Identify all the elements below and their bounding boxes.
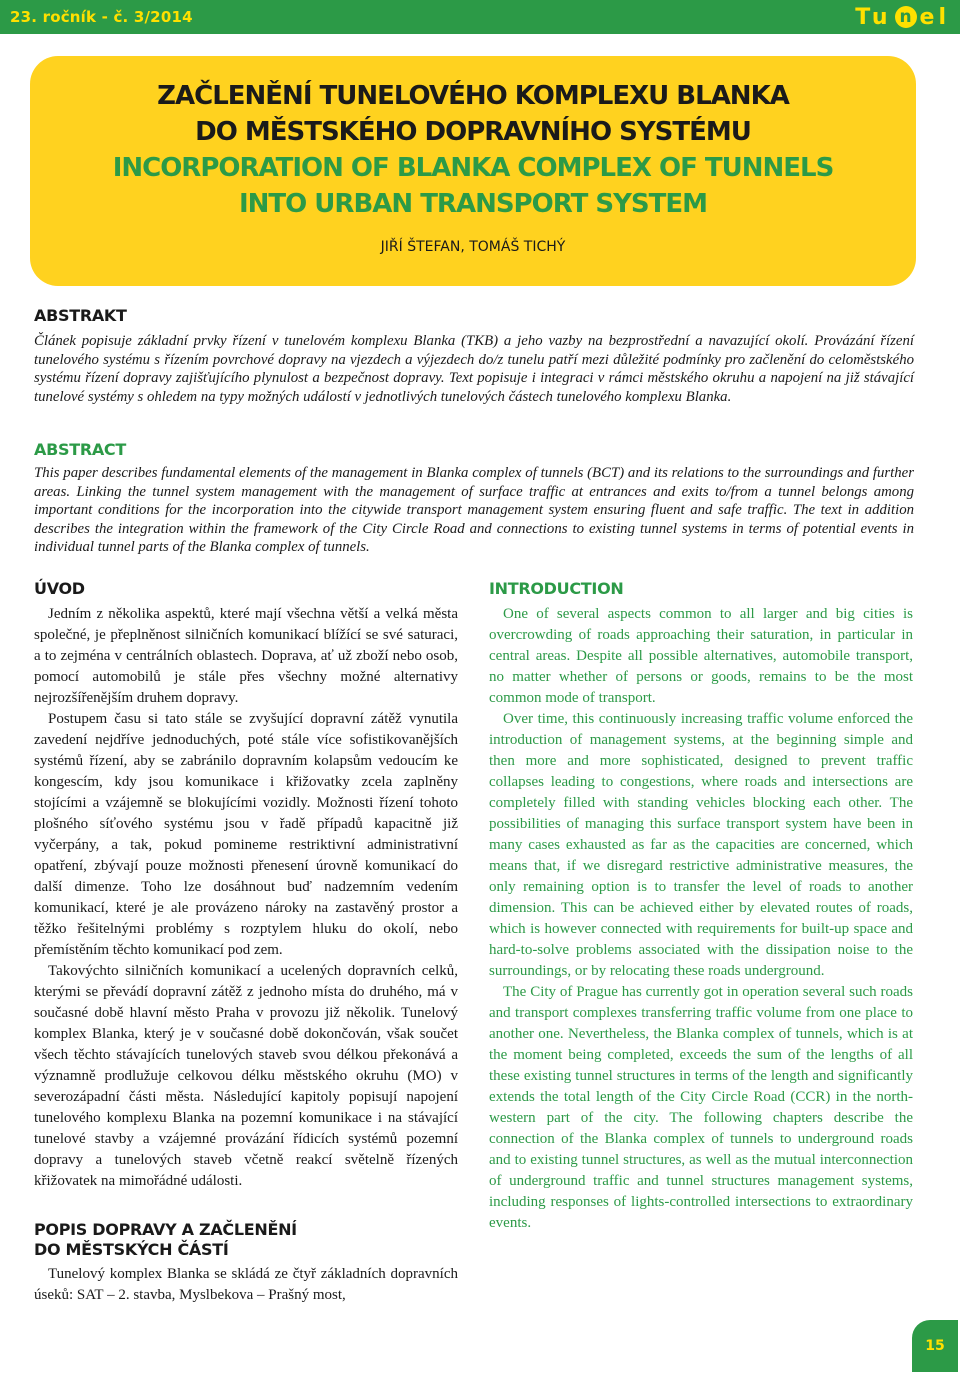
header-bar [0, 0, 960, 34]
popis-paragraph-1: Tunelový komplex Blanka se skládá ze čtyř základních dopravních úseků: SAT – 2. stavba, Myslbekova – Prašný most, [34, 1266, 458, 1303]
title-box [30, 56, 916, 286]
popis-heading-line-2: DO MĚSTSKÝCH ČÁSTÍ [34, 1240, 229, 1259]
abstrakt-text: Článek popisuje základní prvky řízení v tunelovém komplexu Blanka (TKB) a jeho vazby na bezprostřední a navazující okolí. Provázání řízení tunelového systému s řízením povrchové dopravy na vjezdech a výjezdech do/z tunelu patří mezi důležité podmínky pro začlenění do celoměstského systému řízení dopravy zajišťujícího plynulost a bezpečnost dopravy. Text popisuje i integraci v rámci městského okruhu a napojení na již stávající tunelové systémy s ohledem na typy možných událostí v jednotlivých tunelových částech tunelového komplexu Blanka. [34, 333, 914, 405]
popis-heading [34, 1220, 297, 1260]
title-cz-line-1: ZAČLENĚNÍ TUNELOVÉHO KOMPLEXU BLANKA [157, 81, 789, 111]
title-czech [30, 78, 916, 150]
title-en-line-2: INTO URBAN TRANSPORT SYSTEM [238, 189, 707, 219]
abstrakt-heading: ABSTRAKT [34, 306, 127, 325]
page-number: 15 [912, 1320, 958, 1372]
uvod-paragraph-1: Jedním z několika aspektů, které mají všechna větší a velká města společné, je přeplněnost silničních komunikací blížící se své saturaci, a to zejména v centrálních oblastech. Doprava, ať už zboží nebo osob, pomocí automobilů je stále přes všechny možné alternativy nejrozšířenějším druhem dopravy. [34, 606, 458, 706]
uvod-paragraph-3: Takovýchto silničních komunikací a ucelených dopravních celků, kterými se převádí dopravní zátěž z jednoho místa do druhého, má v současné době hlavní město Praha v provozu již několik. Tunelový komplex Blanka, který je v současné době dokončován, však součet všech těchto stávajících tunelových staveb svou délkou překonává a významně prodlužuje celkovou délku městského okruhu (MO) v severozápadní části města. Následující kapitoly popisují napojení tunelového komplexu Blanka na pozemní komunikace i na stávající tunelové stavby a vzájemné provázání řídicích systémů pozemní dopravy a tunelových staveb včetně reakcí světelně řízených křižovatek na mimořádné události. [34, 963, 458, 1189]
abstract-text: This paper describes fundamental elements of the management in Blanka complex of tunnels (BCT) and its relations to the surroundings and further areas. Linking the tunnel system management with the management of surface traffic at entrances and exits to/from a tunnel belongs among important conditions for the incorporation into the citywide transport management system ensuring fluent and safe traffic. The text in addition describes the integration within the framework of the City Circle Road and connections to existing tunnel systems in terms of potential events in individual tunnel parts of the Blanka complex of tunnels. [34, 465, 914, 555]
right-column [489, 604, 913, 1234]
title-en-line-1: INCORPORATION OF BLANKA COMPLEX OF TUNNELS [112, 153, 834, 183]
introduction-heading: INTRODUCTION [489, 579, 624, 598]
introduction-paragraph-2: Over time, this continuously increasing traffic volume enforced the introduction of management systems, at the beginning simple and then more and more sophisticated, designed to prevent traffic collapses leading to congestions, where roads and intersections are completely filled with standing vehicles blocking each other. The possibilities of managing this surface transport system have been in many cases exhausted as far as the capacities are concerned, which means that, if we disregard restrictive administrative measures, the only remaining option is to transfer the level of roads to another dimension. This can be achieved either by elevated routes of roads, which is however connected with requirements for built-up space and hard-to-solve problems associated with the dissipation noise to the surroundings, or by relocating these roads underground. [489, 711, 913, 979]
introduction-paragraph-1: One of several aspects common to all larger and big cities is overcrowding of roads approaching their saturation, in particular in central areas. Despite all possible alternatives, automobile transport, no matter whether of persons or goods, remains to be the most common mode of transport. [489, 606, 913, 706]
abstract-heading: ABSTRACT [34, 440, 126, 459]
logo-text-left: Tu [855, 4, 892, 30]
issue-label: 23. ročník - č. 3/2014 [10, 8, 193, 26]
tunel-logo [855, 3, 950, 31]
uvod-heading: ÚVOD [34, 579, 85, 598]
left-column [34, 604, 458, 1192]
popis-column [34, 1264, 458, 1306]
authors: JIŘÍ ŠTEFAN, TOMÁŠ TICHÝ [380, 239, 566, 255]
uvod-paragraph-2: Postupem času si tato stále se zvyšující dopravní zátěž vynutila zavedení nejdříve jednoduchých, poté stále více sofistikovanějších systémů řízení, aby se zabránilo dopravním kolapsům vedoucím ke kongescím, kdy jsou komunikace i křižovatky zcela zaplněny stojícími a vzájemně se blokujícími vozidly. Možnosti řízení tohoto plošného síťového systému jsou v řadě případů kapacitně již vyčerpány, a tak, pokud pomineme restriktivní administrativní opatření, zbývají pouze možnosti přenesení úrovně komunikací do další dimenze. Toho lze dosáhnout buď nadzemním vedením komunikací, které je ale provázeno nároky na zastavěný prostor a těžko řešitelnými problémy s rozptylem hluku do okolí, nebo přemístěním těchto komunikací pod zem. [34, 711, 458, 958]
popis-heading-line-1: POPIS DOPRAVY A ZAČLENĚNÍ [34, 1220, 297, 1239]
logo-text-right: el [919, 4, 950, 30]
logo-ring-icon: n [895, 6, 917, 28]
title-english [30, 150, 916, 222]
introduction-paragraph-3: The City of Prague has currently got in operation several such roads and transport complexes transferring traffic volume from one place to another one. Nevertheless, the Blanka complex of tunnels, which is at the moment being completed, exceeds the sum of the lengths of all these existing tunnel structures in terms of the length and significantly extends the total length of the City Circle Road (CCR) in the north-western part of the city. The following chapters describe the connection of the Blanka complex of tunnels to underground roads and to existing tunnel structures, as well as the mutual interconnection of underground traffic and tunnel structures management systems, including responses of lights-controlled intersections to extraordinary events. [489, 984, 913, 1231]
title-cz-line-2: DO MĚSTSKÉHO DOPRAVNÍHO SYSTÉMU [195, 117, 751, 147]
